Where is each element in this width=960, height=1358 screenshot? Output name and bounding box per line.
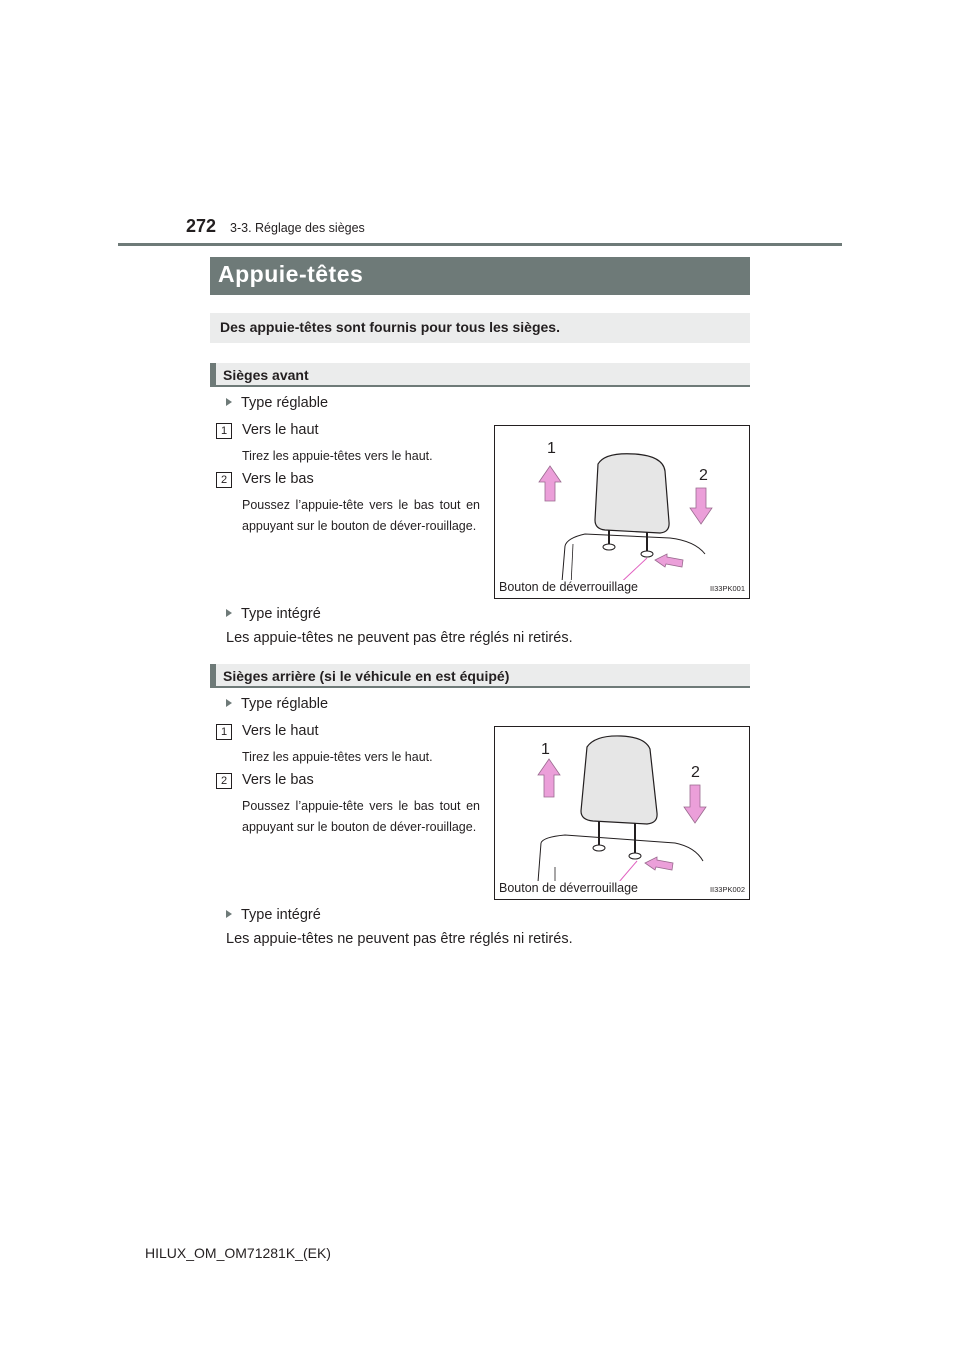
figure-label-1: 1 <box>541 741 550 758</box>
rear-headrest-figure <box>494 726 750 900</box>
figure-label-1: 1 <box>547 440 556 457</box>
front-step-2-title: Vers le bas <box>242 471 314 487</box>
bullet-triangle-icon <box>226 609 232 617</box>
seat-outline <box>541 835 703 861</box>
figure-label-2: 2 <box>691 764 700 781</box>
front-step-1-number: 1 <box>216 423 232 439</box>
rear-step-1-number: 1 <box>216 724 232 740</box>
headrest-shape <box>581 736 657 824</box>
up-arrow-icon <box>539 466 561 501</box>
rear-step-1-desc: Tirez les appuie-têtes vers le haut. <box>242 750 433 764</box>
front-seats-heading: Sièges avant <box>210 363 750 387</box>
bullet-triangle-icon <box>226 398 232 406</box>
seat-outline <box>565 534 705 554</box>
header-rule <box>118 243 842 246</box>
rear-figure-caption: Bouton de déverrouillage <box>499 881 638 895</box>
section-label: 3-3. Réglage des sièges <box>230 221 365 235</box>
rear-step-2-title: Vers le bas <box>242 772 314 788</box>
bullet-triangle-icon <box>226 699 232 707</box>
front-step-1-title: Vers le haut <box>242 422 319 438</box>
bullet-triangle-icon <box>226 910 232 918</box>
rear-adjustable-label: Type réglable <box>241 696 329 712</box>
rear-seats-heading: Sièges arrière (si le véhicule en est équipé) <box>210 664 750 688</box>
front-adjustable-bullet <box>226 395 328 411</box>
front-adjustable-label: Type réglable <box>241 395 329 411</box>
front-integrated-bullet <box>226 606 321 622</box>
press-arrow-icon <box>645 857 673 870</box>
front-integrated-note: Les appuie-têtes ne peuvent pas être réglés ni retirés. <box>226 630 573 646</box>
page-title: Appuie-têtes <box>210 257 750 295</box>
front-figure-caption: Bouton de déverrouillage <box>499 580 638 594</box>
rear-adjustable-bullet <box>226 696 328 712</box>
rear-integrated-bullet <box>226 907 321 923</box>
rear-step-2-desc: Poussez l’appuie-tête vers le bas tout en appuyant sur le bouton de déver-rouillage. <box>242 799 480 834</box>
front-figure-code: II33PK001 <box>709 584 745 593</box>
page-number: 272 <box>186 216 217 236</box>
front-step-1-desc: Tirez les appuie-têtes vers le haut. <box>242 449 433 463</box>
rear-integrated-note: Les appuie-têtes ne peuvent pas être réglés ni retirés. <box>226 931 573 947</box>
rear-step-2-number: 2 <box>216 773 232 789</box>
headrest-shape <box>595 454 669 533</box>
figure-label-2: 2 <box>699 467 708 484</box>
down-arrow-icon <box>690 488 712 524</box>
down-arrow-icon <box>684 785 706 823</box>
rear-headrest-illustration <box>495 727 751 901</box>
up-arrow-icon <box>538 759 560 797</box>
front-headrest-figure <box>494 425 750 599</box>
rear-step-1-title: Vers le haut <box>242 723 319 739</box>
rear-figure-code: II33PK002 <box>709 885 745 894</box>
front-step-2-number: 2 <box>216 472 232 488</box>
intro-box: Des appuie-têtes sont fournis pour tous les sièges. <box>210 313 750 343</box>
footer-doc-code: HILUX_OM_OM71281K_(EK) <box>145 1245 331 1261</box>
press-arrow-icon <box>655 554 683 567</box>
front-integrated-label: Type intégré <box>241 606 321 622</box>
rear-integrated-label: Type intégré <box>241 907 321 923</box>
front-headrest-illustration <box>495 426 751 600</box>
front-step-2-desc: Poussez l’appuie-tête vers le bas tout en appuyant sur le bouton de déver-rouillage. <box>242 498 480 533</box>
